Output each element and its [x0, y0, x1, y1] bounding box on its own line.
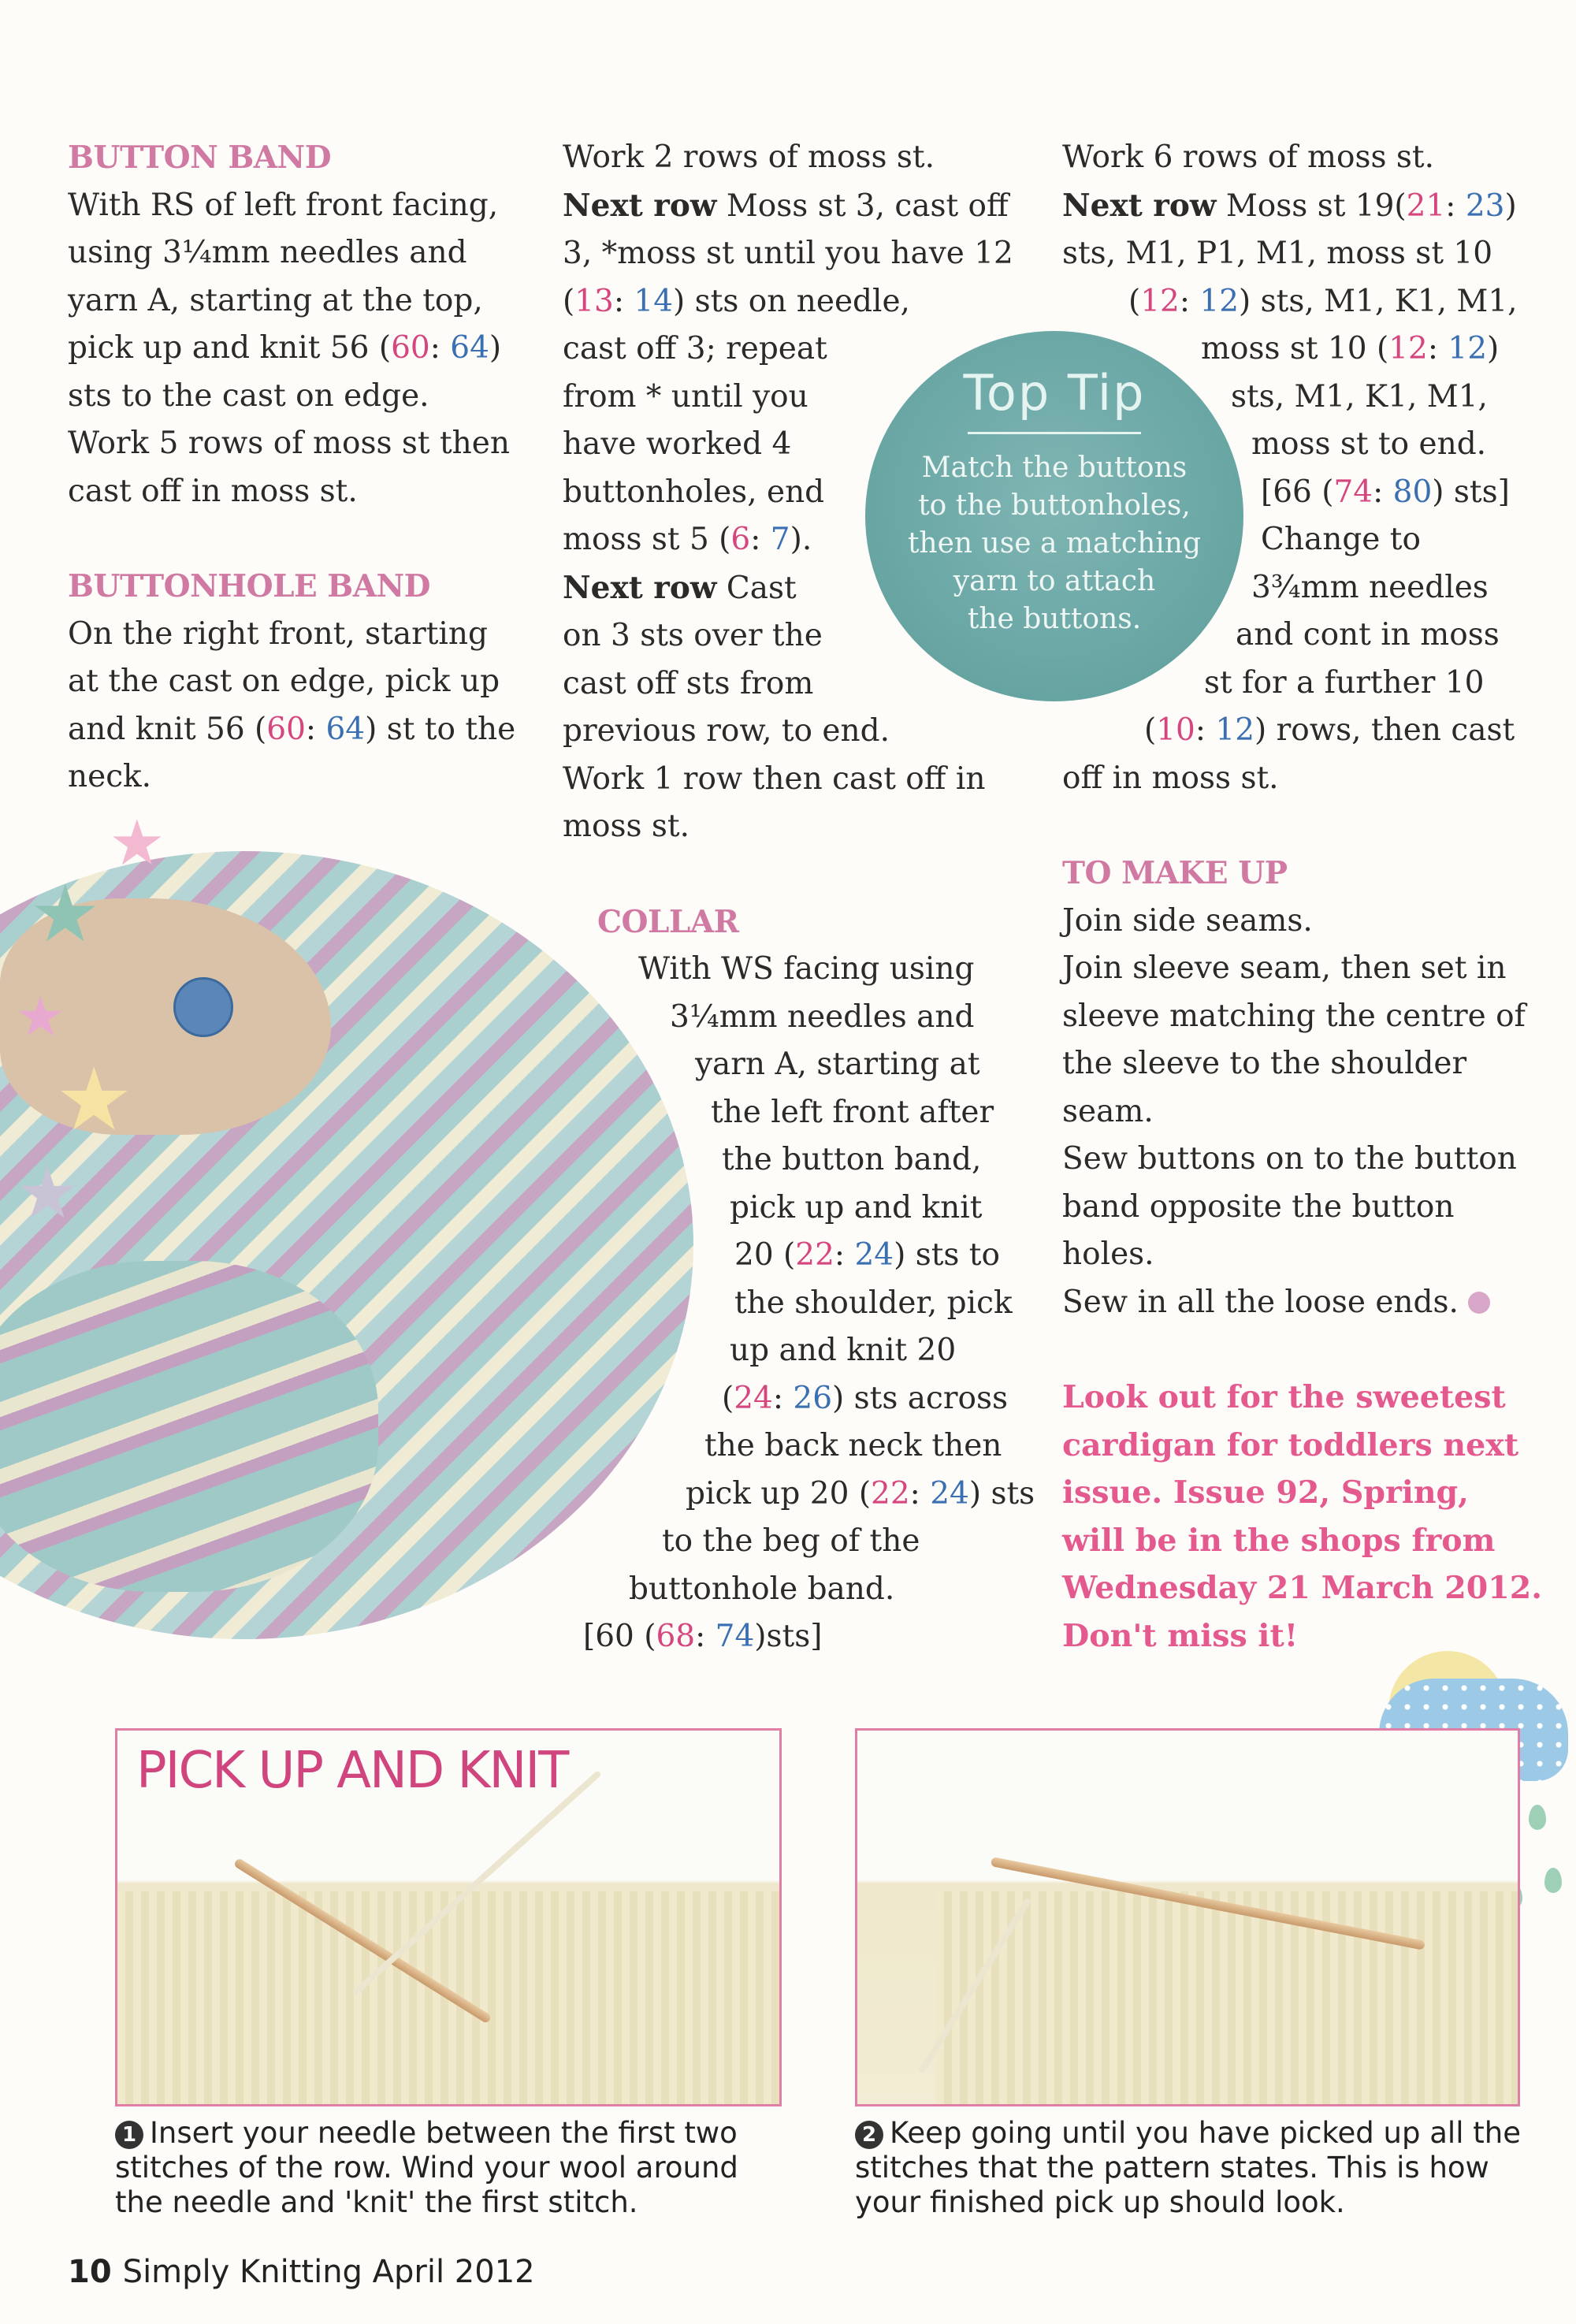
text-line: yarn A, starting at — [695, 1047, 980, 1082]
text-line: to the beg of the — [662, 1523, 920, 1559]
text-line: pick up 20 (22: 24) sts — [686, 1475, 1035, 1512]
text-line: (24: 26) sts across — [722, 1380, 1009, 1416]
text-line: the back neck then — [704, 1428, 1002, 1463]
text-line: 20 (22: 24) sts to — [734, 1237, 1000, 1273]
page-number: 10 — [68, 2254, 112, 2290]
text-line: sts, M1, K1, M1, — [1231, 378, 1488, 415]
buttonhole-band-heading: BUTTONHOLE BAND — [68, 568, 430, 604]
star-icon: ★ — [30, 868, 101, 960]
star-icon: ★ — [55, 1049, 133, 1150]
promo-line: will be in the shops from — [1062, 1522, 1496, 1559]
text-line: With RS of left front facing, — [68, 187, 499, 223]
text-line: Work 2 rows of moss st. — [563, 139, 935, 175]
top-tip-text: Match the buttons to the buttonholes, then use a matching yarn to attach the buttons. — [907, 452, 1202, 635]
text-line: have worked 4 — [563, 426, 792, 462]
text-line: Work 1 row then cast off in — [563, 760, 986, 797]
promo-line: cardigan for toddlers next — [1062, 1426, 1519, 1463]
page-footer — [68, 2254, 535, 2290]
text-line: using 3¼mm needles and — [68, 235, 467, 270]
button-image — [173, 977, 233, 1037]
text-line: Work 5 rows of moss st then — [68, 426, 510, 461]
text-line: band opposite the button — [1062, 1188, 1455, 1225]
text-line: the button band, — [722, 1142, 982, 1177]
raindrop-icon — [1529, 1805, 1546, 1830]
raindrop-icon — [1544, 1868, 1562, 1893]
text-line: yarn A, starting at the top, — [68, 282, 483, 318]
text-line: moss st 5 (6: 7). — [563, 522, 812, 557]
text-line: On the right front, starting — [68, 615, 488, 652]
text-line: neck. — [68, 759, 152, 794]
text-line: on 3 sts over the — [563, 618, 823, 653]
text-line: pick up and knit 56 (60: 64) — [68, 330, 502, 366]
make-up-heading: TO MAKE UP — [1062, 855, 1288, 891]
top-tip-title: Top Tip — [963, 364, 1146, 422]
text-line: the left front after — [711, 1094, 994, 1130]
text-line: the sleeve to the shoulder — [1062, 1046, 1467, 1081]
text-line: 3, *moss st until you have 12 — [563, 236, 1013, 271]
text-line: Next row Moss st 3, cast off — [563, 187, 1009, 224]
text-line: buttonhole band. — [629, 1571, 895, 1607]
text-line: and knit 56 (60: 64) st to the — [68, 711, 516, 747]
text-line: holes. — [1062, 1236, 1154, 1272]
text-line: [66 (74: 80) sts] — [1261, 474, 1510, 510]
text-line: cast off sts from — [563, 665, 814, 701]
text-line: seam. — [1062, 1093, 1154, 1129]
text-line: up and knit 20 — [730, 1333, 957, 1368]
text-line: pick up and knit — [730, 1189, 983, 1225]
collar-heading: COLLAR — [597, 903, 739, 940]
text-line: Sew buttons on to the button — [1062, 1141, 1517, 1177]
step-1-photo-box — [115, 1728, 782, 2106]
text-line: Change to — [1261, 522, 1421, 557]
button-band-heading: BUTTON BAND — [68, 139, 332, 176]
text-line: st for a further 10 — [1204, 664, 1485, 701]
star-icon: ★ — [109, 806, 165, 879]
pick-up-and-knit-title: PICK UP AND KNIT — [136, 1742, 568, 1800]
text-line: Next row Moss st 19(21: 23) — [1062, 187, 1517, 224]
text-line: Sew in all the loose ends. — [1062, 1279, 1551, 1327]
text-line: sts to the cast on edge. — [68, 377, 429, 414]
star-icon: ★ — [16, 1152, 80, 1235]
magazine-issue: Simply Knitting April 2012 — [122, 2254, 535, 2290]
text-line: sts, M1, P1, M1, moss st 10 — [1062, 236, 1493, 271]
text-line: at the cast on edge, pick up — [68, 664, 500, 699]
text-line: moss st to end. — [1251, 426, 1487, 462]
yarn-ball-icon — [1468, 1292, 1490, 1314]
column-left — [68, 134, 533, 801]
text-line: cast off in moss st. — [68, 473, 358, 509]
text-line: 3¾mm needles — [1251, 569, 1489, 605]
text-line: previous row, to end. — [563, 713, 890, 749]
star-icon: ★ — [16, 984, 65, 1049]
promo-line: issue. Issue 92, Spring, — [1062, 1474, 1469, 1511]
text-line: from * until you — [563, 378, 808, 415]
text-line: With WS facing using — [638, 951, 975, 987]
step-number-badge: 1 — [115, 2121, 143, 2149]
text-line: moss st. — [563, 809, 690, 844]
text-line: moss st 10 (12: 12) — [1201, 331, 1500, 366]
text-line: the shoulder, pick — [734, 1285, 1013, 1321]
step-2-photo-box — [855, 1728, 1520, 2106]
text-line: (10: 12) rows, then cast — [1144, 712, 1515, 748]
text-line: cast off 3; repeat — [563, 331, 827, 366]
text-line: off in moss st. — [1062, 760, 1279, 796]
text-line: Work 6 rows of moss st. — [1062, 139, 1434, 175]
text-line: 3¼mm needles and — [670, 998, 975, 1035]
text-line: and cont in moss — [1236, 617, 1500, 653]
text-line: sleeve matching the centre of — [1062, 998, 1526, 1034]
promo-line: Look out for the sweetest — [1062, 1379, 1506, 1415]
text-line: Join side seams. — [1062, 902, 1313, 939]
promo-line: Wednesday 21 March 2012. — [1062, 1570, 1542, 1606]
step-number-badge: 2 — [855, 2121, 883, 2149]
text-line: [60 (68: 74)sts] — [583, 1619, 823, 1654]
text-line: (13: 14) sts on needle, — [563, 283, 910, 319]
step-2-caption: 2 Keep going until you have picked up all the stitches that the pattern states. This is how your finished pick up should look. — [855, 2116, 1521, 2219]
promo-line: Don't miss it! — [1062, 1617, 1299, 1654]
text-line: buttonholes, end — [563, 474, 825, 510]
text-line: (12: 12) sts, M1, K1, M1, — [1128, 283, 1518, 319]
column-right — [1062, 134, 1551, 1660]
text-line: Join sleeve seam, then set in — [1062, 950, 1507, 986]
step-1-caption: 1 Insert your needle between the first two stitches of the row. Wind your wool around the needle and 'knit' the first stitch. — [115, 2116, 738, 2219]
text-line: Next row Cast — [563, 569, 797, 606]
